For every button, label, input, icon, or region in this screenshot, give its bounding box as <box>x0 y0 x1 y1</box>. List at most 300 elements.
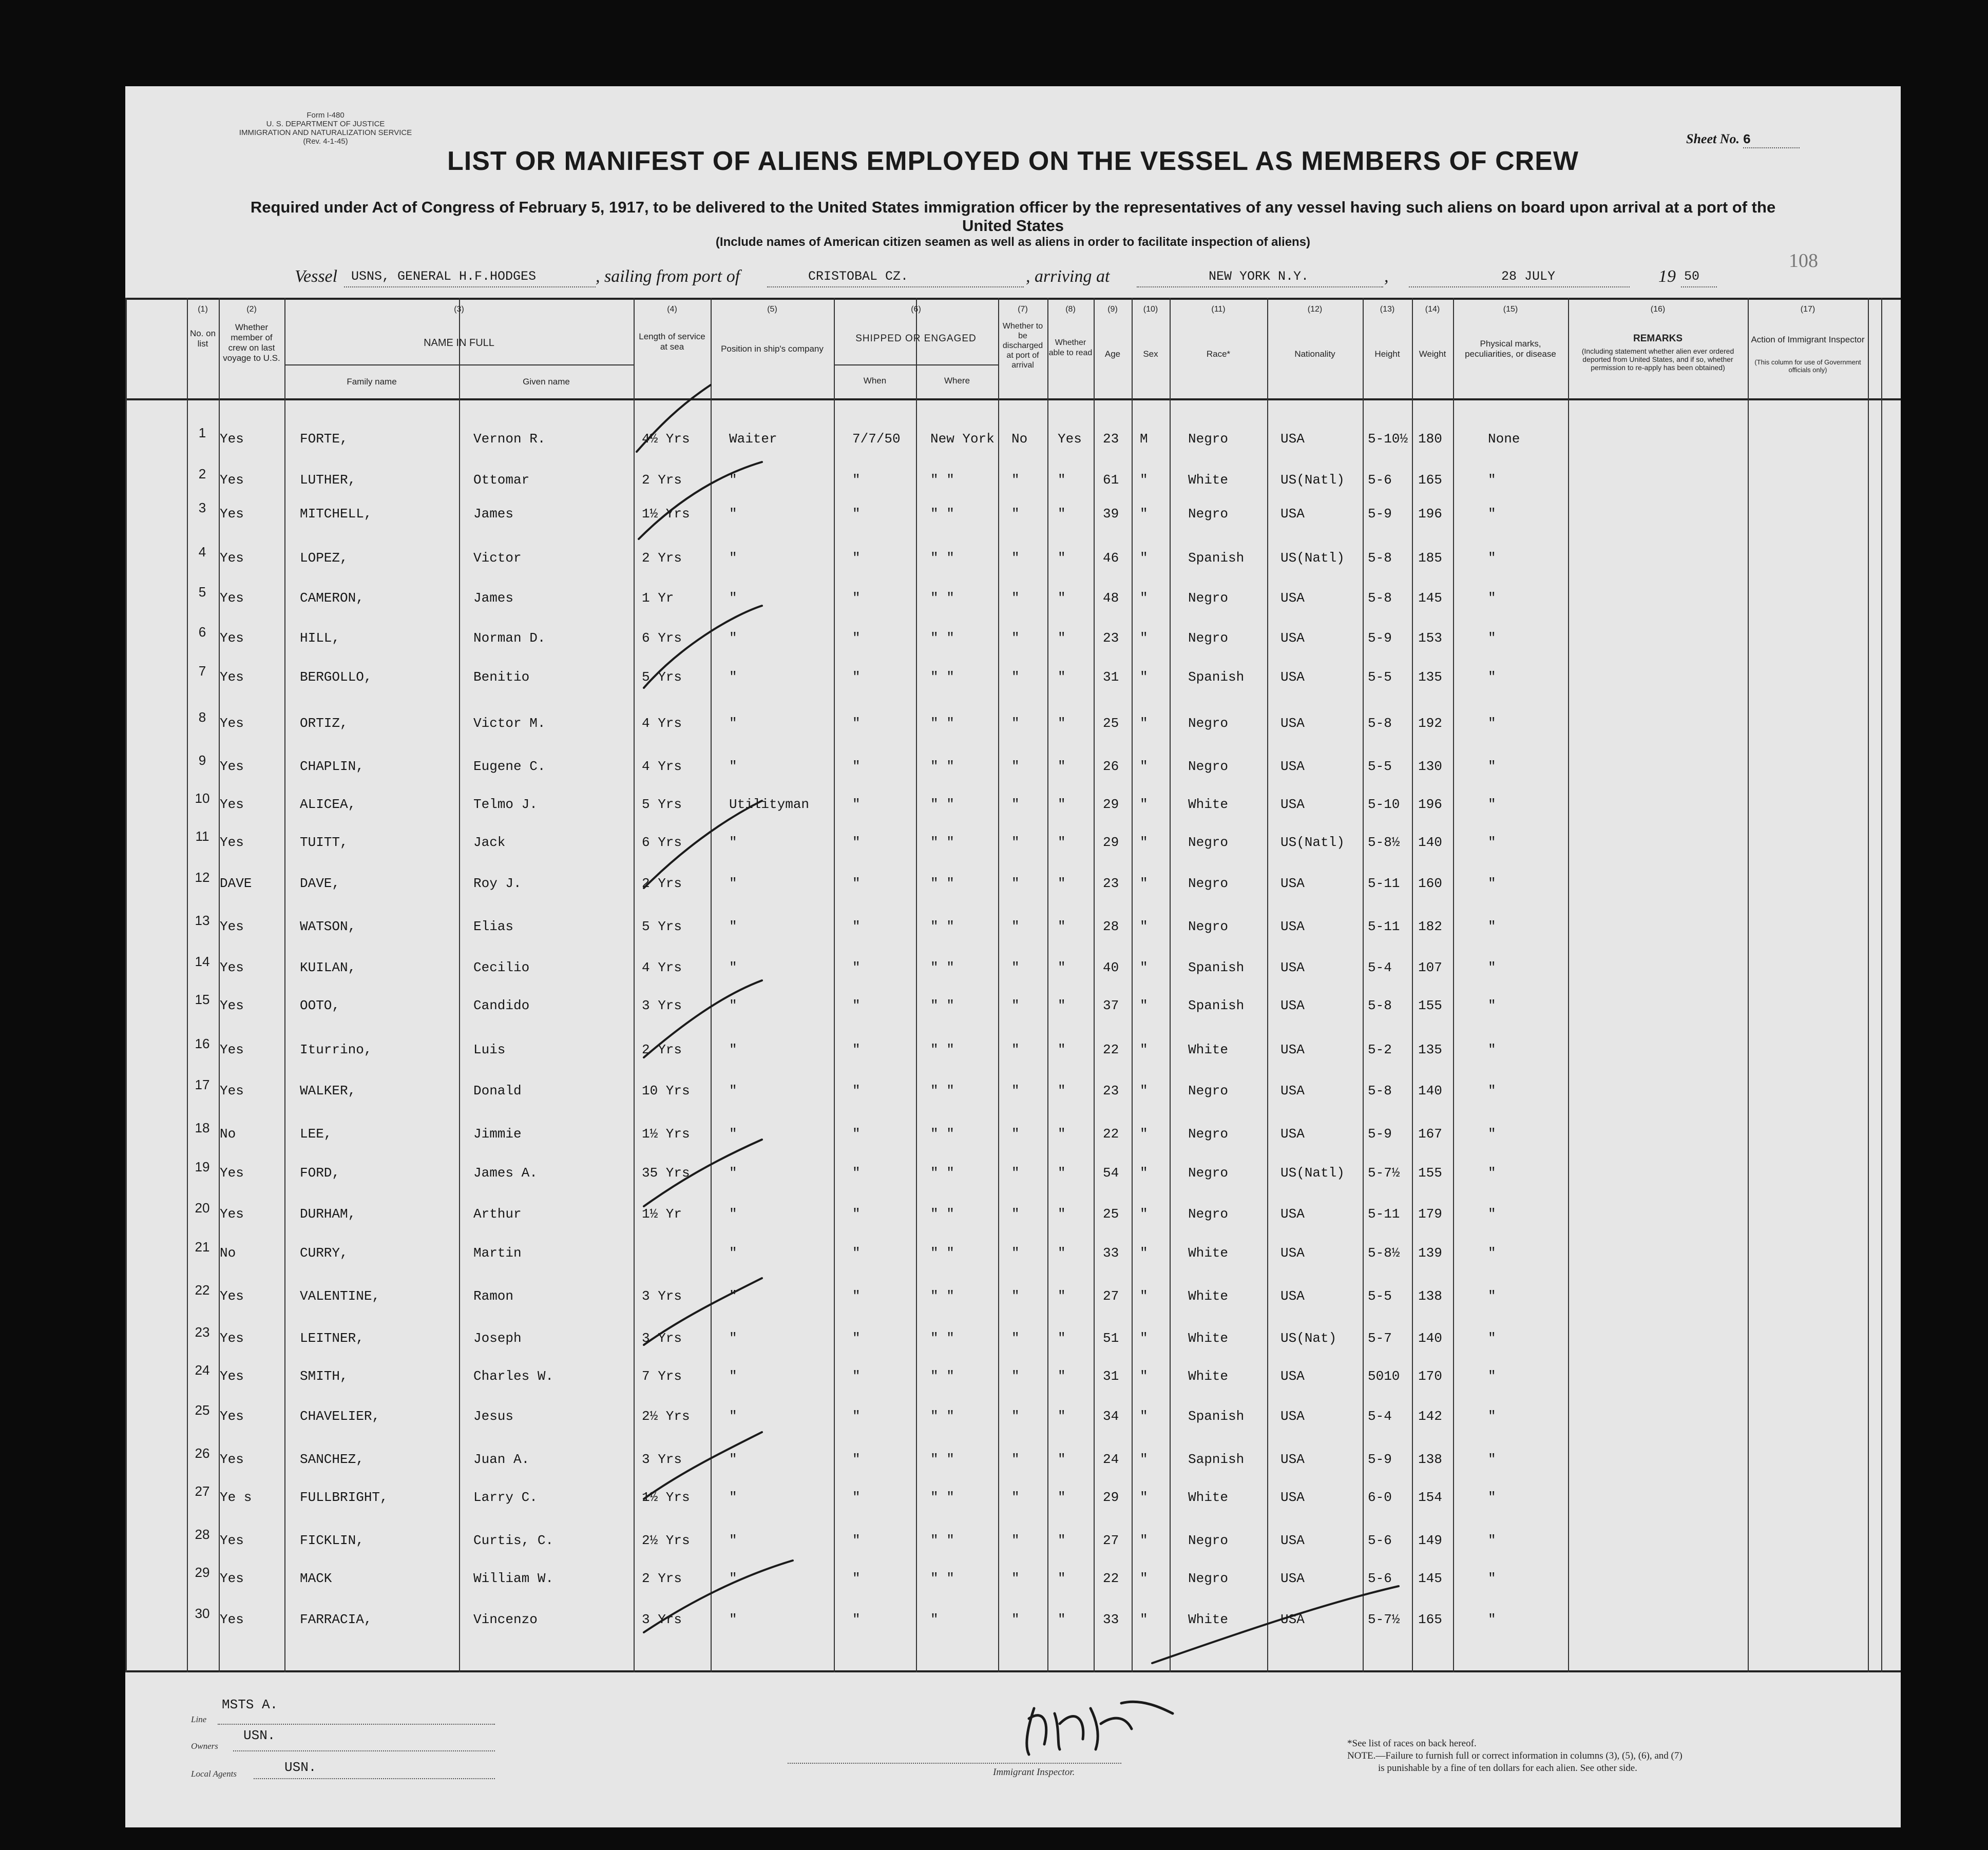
crew-status-cell: Yes <box>220 472 244 488</box>
given-name-cell: Eugene C. <box>473 759 546 774</box>
position-cell: " <box>729 1369 737 1384</box>
shipped-where-cell: " " <box>930 1245 954 1261</box>
family-name-cell: LUTHER, <box>300 472 356 488</box>
position-cell: " <box>729 506 737 522</box>
family-name-cell: FARRACIA, <box>300 1612 372 1627</box>
family-name-cell: ORTIZ, <box>300 716 348 731</box>
race-cell: Negro <box>1188 1083 1229 1099</box>
given-name-cell: Victor M. <box>473 716 546 731</box>
position-cell: Utilityman <box>729 797 810 812</box>
able-to-read-cell: " <box>1058 1126 1066 1142</box>
row-number: 8 <box>198 709 206 725</box>
height-cell: 5-5 <box>1368 759 1392 774</box>
position-cell: " <box>729 835 737 850</box>
able-to-read-cell: " <box>1058 669 1066 685</box>
nationality-cell: US(Natl) <box>1280 1165 1345 1181</box>
race-cell: White <box>1188 797 1229 812</box>
sex-cell: " <box>1140 1042 1148 1057</box>
height-cell: 5-6 <box>1368 472 1392 488</box>
age-cell: 34 <box>1103 1409 1119 1424</box>
length-of-service-cell: 4 Yrs <box>642 759 682 774</box>
nationality-cell: USA <box>1280 1533 1305 1548</box>
col8-num: (8) <box>1065 305 1076 314</box>
length-of-service-cell: 5 Yrs <box>642 919 682 934</box>
vessel-label: Vessel <box>295 267 338 286</box>
line-label: Line <box>191 1714 207 1724</box>
physical-marks-cell: " <box>1488 1452 1496 1467</box>
weight-cell: 182 <box>1418 919 1442 934</box>
shipped-where-cell: " " <box>930 716 954 731</box>
given-name-cell: Jesus <box>473 1409 514 1424</box>
weight-cell: 180 <box>1418 431 1442 447</box>
height-cell: 5-8 <box>1368 998 1392 1013</box>
discharged-cell: " <box>1011 1331 1020 1346</box>
sex-cell: " <box>1140 1083 1148 1099</box>
shipped-when-cell: " <box>852 1612 861 1627</box>
length-of-service-cell: 2½ Yrs <box>642 1533 690 1548</box>
discharged-cell: " <box>1011 1452 1020 1467</box>
sex-cell: " <box>1140 1206 1148 1222</box>
height-cell: 5-10 <box>1368 797 1400 812</box>
crew-status-cell: Yes <box>220 998 244 1013</box>
physical-marks-cell: " <box>1488 1533 1496 1548</box>
weight-cell: 135 <box>1418 1042 1442 1057</box>
given-name-cell: James <box>473 590 514 606</box>
sex-cell: " <box>1140 1369 1148 1384</box>
length-of-service-cell: 4 Yrs <box>642 716 682 731</box>
col2-num: (2) <box>246 305 257 314</box>
sex-cell: " <box>1140 1409 1148 1424</box>
nationality-cell: USA <box>1280 1083 1305 1099</box>
race-cell: White <box>1188 1490 1229 1505</box>
shipped-when-cell: " <box>852 960 861 975</box>
nationality-cell: USA <box>1280 1042 1305 1057</box>
header-age: Age <box>1104 349 1121 359</box>
race-cell: Spanish <box>1188 998 1245 1013</box>
header-inspector-action: Action of Immigrant Inspector <box>1751 335 1865 344</box>
col16-num: (16) <box>1650 305 1666 314</box>
shipped-where-cell: " " <box>930 1206 954 1222</box>
owners-value: USN. <box>243 1728 276 1743</box>
height-cell: 5010 <box>1368 1369 1400 1384</box>
discharged-cell: " <box>1011 960 1020 975</box>
physical-marks-cell: " <box>1488 1571 1496 1586</box>
col12-num: (12) <box>1307 305 1323 314</box>
position-cell: " <box>729 1490 737 1505</box>
row-number: 22 <box>195 1282 210 1298</box>
given-name-cell: Candido <box>473 998 530 1013</box>
nationality-cell: USA <box>1280 1126 1305 1142</box>
crew-status-cell: Yes <box>220 1165 244 1181</box>
shipped-when-cell: " <box>852 998 861 1013</box>
sex-cell: " <box>1140 1165 1148 1181</box>
row-number: 23 <box>195 1324 210 1340</box>
header-race: Race* <box>1206 349 1231 359</box>
weight-cell: 160 <box>1418 876 1442 891</box>
position-cell: " <box>729 716 737 731</box>
family-name-cell: TUITT, <box>300 835 348 850</box>
shipped-where-cell: " " <box>930 590 954 606</box>
weight-cell: 154 <box>1418 1490 1442 1505</box>
family-name-cell: BERGOLLO, <box>300 669 372 685</box>
able-to-read-cell: " <box>1058 1331 1066 1346</box>
discharged-cell: " <box>1011 1571 1020 1586</box>
header-crew-last-voyage: Whether member of crew on last voyage to U.S. <box>223 322 280 363</box>
given-name-cell: Victor <box>473 550 522 566</box>
length-of-service-cell: 1 Yr <box>642 590 674 606</box>
weight-cell: 196 <box>1418 797 1442 812</box>
crew-status-cell: Yes <box>220 1533 244 1548</box>
age-cell: 46 <box>1103 550 1119 566</box>
shipped-where-cell: " " <box>930 630 954 646</box>
able-to-read-cell: " <box>1058 1042 1066 1057</box>
form-number: Form I-480 <box>307 111 345 120</box>
row-number: 9 <box>198 753 206 768</box>
discharged-cell: " <box>1011 1206 1020 1222</box>
given-name-cell: Benitio <box>473 669 530 685</box>
physical-marks-cell: " <box>1488 630 1496 646</box>
able-to-read-cell: " <box>1058 1571 1066 1586</box>
physical-marks-cell: " <box>1488 797 1496 812</box>
weight-cell: 167 <box>1418 1126 1442 1142</box>
col13-num: (13) <box>1380 305 1395 314</box>
weight-cell: 140 <box>1418 1331 1442 1346</box>
physical-marks-cell: " <box>1488 1206 1496 1222</box>
arrival-date: 28 JULY <box>1501 269 1556 284</box>
weight-cell: 153 <box>1418 630 1442 646</box>
col5-num: (5) <box>767 305 777 314</box>
shipped-when-cell: " <box>852 1452 861 1467</box>
row-number: 11 <box>195 828 209 844</box>
header-weight: Weight <box>1419 349 1446 359</box>
height-cell: 5-8½ <box>1368 1245 1400 1261</box>
shipped-when-cell: " <box>852 835 861 850</box>
nationality-cell: USA <box>1280 630 1305 646</box>
weight-cell: 135 <box>1418 669 1442 685</box>
physical-marks-cell: " <box>1488 759 1496 774</box>
position-cell: " <box>729 1571 737 1586</box>
shipped-where-cell: " " <box>930 1409 954 1424</box>
from-port: CRISTOBAL CZ. <box>808 269 909 284</box>
header-where: Where <box>944 376 970 386</box>
age-cell: 26 <box>1103 759 1119 774</box>
race-cell: Negro <box>1188 759 1229 774</box>
shipped-where-cell: " " <box>930 1126 954 1142</box>
family-name-cell: WATSON, <box>300 919 356 934</box>
race-cell: Negro <box>1188 590 1229 606</box>
length-of-service-cell: 2 Yrs <box>642 1571 682 1586</box>
shipped-when-cell: " <box>852 759 861 774</box>
crew-status-cell: Yes <box>220 1288 244 1304</box>
shipped-where-cell: " " <box>930 797 954 812</box>
discharged-cell: " <box>1011 506 1020 522</box>
length-of-service-cell: 5 Yrs <box>642 797 682 812</box>
shipped-when-cell: " <box>852 630 861 646</box>
sex-cell: " <box>1140 1126 1148 1142</box>
given-name-cell: Ramon <box>473 1288 514 1304</box>
able-to-read-cell: " <box>1058 716 1066 731</box>
family-name-cell: SMITH, <box>300 1369 348 1384</box>
shipped-where-cell: " " <box>930 1369 954 1384</box>
height-cell: 5-8½ <box>1368 835 1400 850</box>
shipped-when-cell: " <box>852 1409 861 1424</box>
discharged-cell: " <box>1011 797 1020 812</box>
age-cell: 33 <box>1103 1245 1119 1261</box>
race-cell: Negro <box>1188 630 1229 646</box>
sex-cell: " <box>1140 1571 1148 1586</box>
col1-num: (1) <box>198 305 208 314</box>
inspector-signature <box>906 1678 1214 1770</box>
race-cell: Negro <box>1188 1571 1229 1586</box>
physical-marks-cell: " <box>1488 1245 1496 1261</box>
header-physical-marks: Physical marks, peculiarities, or disease <box>1465 339 1556 359</box>
service-name: IMMIGRATION AND NATURALIZATION SERVICE <box>239 128 412 137</box>
shipped-when-cell: " <box>852 550 861 566</box>
age-cell: 25 <box>1103 1206 1119 1222</box>
length-of-service-cell: 3 Yrs <box>642 1288 682 1304</box>
position-cell: " <box>729 1612 737 1627</box>
sex-cell: " <box>1140 1490 1148 1505</box>
able-to-read-cell: " <box>1058 1288 1066 1304</box>
physical-marks-cell: " <box>1488 472 1496 488</box>
discharged-cell: " <box>1011 1245 1020 1261</box>
race-cell: Spanish <box>1188 669 1245 685</box>
crew-status-cell: Yes <box>220 1206 244 1222</box>
race-cell: Negro <box>1188 1206 1229 1222</box>
given-name-cell: James A. <box>473 1165 538 1181</box>
age-cell: 29 <box>1103 1490 1119 1505</box>
crew-status-cell: Yes <box>220 1452 244 1467</box>
sex-cell: " <box>1140 759 1148 774</box>
year-suffix: 50 <box>1684 269 1700 284</box>
weight-cell: 130 <box>1418 759 1442 774</box>
shipped-when-cell: " <box>852 669 861 685</box>
document-instruction: (Include names of American citizen seamen as well as aliens in order to facilitate inspection of aliens) <box>715 235 1311 249</box>
position-cell: " <box>729 1042 737 1057</box>
weight-cell: 145 <box>1418 590 1442 606</box>
discharged-cell: " <box>1011 759 1020 774</box>
crew-status-cell: Yes <box>220 835 244 850</box>
able-to-read-cell: " <box>1058 1369 1066 1384</box>
family-name-cell: LOPEZ, <box>300 550 348 566</box>
check-marks <box>125 298 1901 1672</box>
shipped-when-cell: " <box>852 590 861 606</box>
crew-status-cell: Yes <box>220 550 244 566</box>
given-name-cell: Norman D. <box>473 630 546 646</box>
nationality-cell: US(Natl) <box>1280 550 1345 566</box>
height-cell: 5-9 <box>1368 1126 1392 1142</box>
arriving-label: , arriving at <box>1026 267 1110 286</box>
position-cell: " <box>729 1206 737 1222</box>
position-cell: " <box>729 1409 737 1424</box>
length-of-service-cell: 4½ Yrs <box>642 431 690 447</box>
race-cell: Negro <box>1188 876 1229 891</box>
shipped-when-cell: " <box>852 1042 861 1057</box>
height-cell: 5-10½ <box>1368 431 1408 447</box>
agents-value: USN. <box>284 1760 317 1775</box>
discharged-cell: " <box>1011 1126 1020 1142</box>
height-cell: 5-6 <box>1368 1571 1392 1586</box>
able-to-read-cell: " <box>1058 1165 1066 1181</box>
shipped-when-cell: " <box>852 1533 861 1548</box>
shipped-when-cell: " <box>852 1490 861 1505</box>
given-name-cell: Luis <box>473 1042 506 1057</box>
shipped-where-cell: " " <box>930 1288 954 1304</box>
arrival-port: NEW YORK N.Y. <box>1209 269 1309 284</box>
row-number: 6 <box>198 624 206 640</box>
able-to-read-cell: " <box>1058 919 1066 934</box>
position-cell: " <box>729 876 737 891</box>
physical-marks-cell: " <box>1488 1165 1496 1181</box>
age-cell: 51 <box>1103 1331 1119 1346</box>
length-of-service-cell: 3 Yrs <box>642 1331 682 1346</box>
shipped-when-cell: " <box>852 876 861 891</box>
header-sex: Sex <box>1143 349 1158 359</box>
position-cell: " <box>729 1533 737 1548</box>
weight-cell: 196 <box>1418 506 1442 522</box>
discharged-cell: " <box>1011 1042 1020 1057</box>
discharged-cell: " <box>1011 590 1020 606</box>
crew-status-cell: Yes <box>220 630 244 646</box>
sex-cell: " <box>1140 1452 1148 1467</box>
length-of-service-cell: 2 Yrs <box>642 876 682 891</box>
able-to-read-cell: " <box>1058 835 1066 850</box>
family-name-cell: FICKLIN, <box>300 1533 364 1548</box>
length-of-service-cell: 2½ Yrs <box>642 1409 690 1424</box>
able-to-read-cell: " <box>1058 630 1066 646</box>
age-cell: 23 <box>1103 630 1119 646</box>
header-when: When <box>863 376 887 386</box>
discharged-cell: " <box>1011 472 1020 488</box>
length-of-service-cell: 3 Yrs <box>642 1612 682 1627</box>
family-name-cell: CAMERON, <box>300 590 364 606</box>
age-cell: 29 <box>1103 835 1119 850</box>
nationality-cell: USA <box>1280 1369 1305 1384</box>
shipped-where-cell: " " <box>930 1165 954 1181</box>
sex-cell: " <box>1140 590 1148 606</box>
crew-status-cell: Yes <box>220 1612 244 1627</box>
weight-cell: 165 <box>1418 1612 1442 1627</box>
crew-status-cell: Yes <box>220 1571 244 1586</box>
given-name-cell: Jimmie <box>473 1126 522 1142</box>
position-cell: " <box>729 1126 737 1142</box>
family-name-cell: MACK <box>300 1571 332 1586</box>
document-title: LIST OR MANIFEST OF ALIENS EMPLOYED ON THE VESSEL AS MEMBERS OF CREW <box>447 146 1579 176</box>
nationality-cell: US(Natl) <box>1280 835 1345 850</box>
able-to-read-cell: " <box>1058 590 1066 606</box>
weight-cell: 139 <box>1418 1245 1442 1261</box>
race-cell: White <box>1188 1042 1229 1057</box>
sex-cell: " <box>1140 472 1148 488</box>
height-cell: 5-7½ <box>1368 1165 1400 1181</box>
nationality-cell: USA <box>1280 876 1305 891</box>
position-cell: " <box>729 472 737 488</box>
sex-cell: " <box>1140 960 1148 975</box>
height-cell: 5-2 <box>1368 1042 1392 1057</box>
discharged-cell: " <box>1011 630 1020 646</box>
col15-num: (15) <box>1503 305 1518 314</box>
crew-status-cell: Yes <box>220 590 244 606</box>
row-number: 24 <box>195 1362 210 1378</box>
height-cell: 5-5 <box>1368 669 1392 685</box>
family-name-cell: FORTE, <box>300 431 348 447</box>
race-cell: Negro <box>1188 919 1229 934</box>
length-of-service-cell: 7 Yrs <box>642 1369 682 1384</box>
crew-status-cell: Yes <box>220 1331 244 1346</box>
sex-cell: " <box>1140 919 1148 934</box>
able-to-read-cell: " <box>1058 1083 1066 1099</box>
nationality-cell: USA <box>1280 1612 1305 1627</box>
physical-marks-cell: " <box>1488 716 1496 731</box>
family-name-cell: DAVE, <box>300 876 340 891</box>
given-name-cell: Donald <box>473 1083 522 1099</box>
age-cell: 54 <box>1103 1165 1119 1181</box>
nationality-cell: USA <box>1280 1245 1305 1261</box>
col17-num: (17) <box>1800 305 1815 314</box>
crew-status-cell: Yes <box>220 759 244 774</box>
shipped-where-cell: " " <box>930 1490 954 1505</box>
physical-marks-cell: " <box>1488 590 1496 606</box>
header-inspector-note: (This column for use of Government officials only) <box>1754 358 1861 374</box>
nationality-cell: USA <box>1280 1571 1305 1586</box>
age-cell: 33 <box>1103 1612 1119 1627</box>
family-name-cell: CHAVELIER, <box>300 1409 380 1424</box>
nationality-cell: USA <box>1280 797 1305 812</box>
shipped-where-cell: New York <box>930 431 995 447</box>
position-cell: " <box>729 759 737 774</box>
races-note: *See list of races on back hereof. <box>1347 1738 1477 1749</box>
shipped-when-cell: " <box>852 1126 861 1142</box>
family-name-cell: KUILAN, <box>300 960 356 975</box>
shipped-where-cell: " " <box>930 919 954 934</box>
discharged-cell: " <box>1011 1533 1020 1548</box>
given-name-cell: Cecilio <box>473 960 530 975</box>
sex-cell: " <box>1140 1331 1148 1346</box>
race-cell: Negro <box>1188 1126 1229 1142</box>
col10-num: (10) <box>1143 305 1158 314</box>
agents-label: Local Agents <box>191 1769 237 1779</box>
col11-num: (11) <box>1211 305 1226 314</box>
age-cell: 31 <box>1103 1369 1119 1384</box>
race-cell: Negro <box>1188 716 1229 731</box>
discharged-cell: " <box>1011 1369 1020 1384</box>
nationality-cell: USA <box>1280 506 1305 522</box>
shipped-where-cell: " " <box>930 1331 954 1346</box>
shipped-when-cell: " <box>852 797 861 812</box>
able-to-read-cell: " <box>1058 759 1066 774</box>
shipped-where-cell: " " <box>930 960 954 975</box>
age-cell: 28 <box>1103 919 1119 934</box>
position-cell: " <box>729 590 737 606</box>
able-to-read-cell: " <box>1058 1490 1066 1505</box>
shipped-when-cell: " <box>852 506 861 522</box>
nationality-cell: USA <box>1280 1206 1305 1222</box>
position-cell: " <box>729 919 737 934</box>
sex-cell: " <box>1140 835 1148 850</box>
weight-cell: 107 <box>1418 960 1442 975</box>
nationality-cell: USA <box>1280 1409 1305 1424</box>
crew-status-cell: Ye s <box>220 1490 252 1505</box>
discharged-cell: " <box>1011 716 1020 731</box>
discharged-cell: " <box>1011 550 1020 566</box>
year-prefix: 19 <box>1658 267 1676 286</box>
discharged-cell: No <box>1011 431 1028 447</box>
position-cell: Waiter <box>729 431 777 447</box>
shipped-where-cell: " " <box>930 1083 954 1099</box>
row-number: 12 <box>195 870 210 885</box>
position-cell: " <box>729 669 737 685</box>
nationality-cell: USA <box>1280 1288 1305 1304</box>
